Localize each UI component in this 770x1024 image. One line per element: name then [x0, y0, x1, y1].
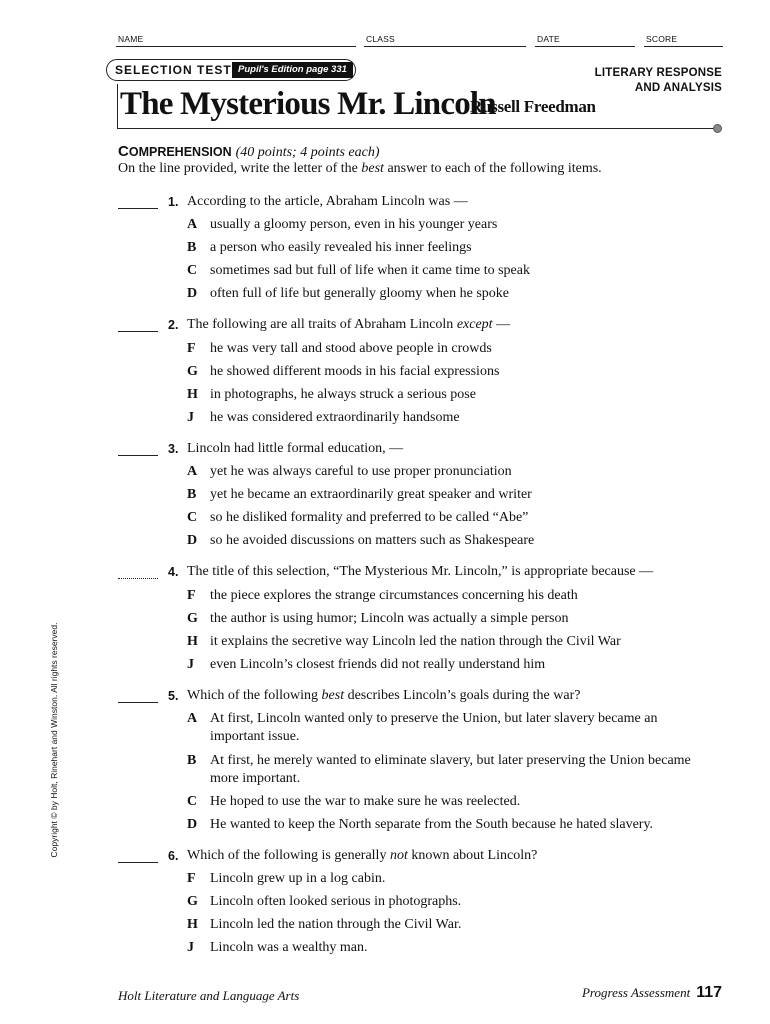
page-number: 117 — [696, 984, 722, 1001]
score-line[interactable] — [644, 46, 723, 47]
name-line[interactable] — [116, 46, 356, 47]
answer-blank[interactable] — [118, 331, 158, 332]
question-number: 5. — [168, 689, 179, 703]
answer-blank[interactable] — [118, 208, 158, 209]
question-stem: Lincoln had little formal education, — — [187, 441, 404, 456]
question-stem: Which of the following best describes Lincoln’s goals during the war? — [187, 688, 581, 703]
rule-end-dot — [713, 124, 722, 133]
answer-blank[interactable] — [118, 862, 158, 863]
question-stem: The title of this selection, “The Mysterious Mr. Lincoln,” is appropriate because — — [187, 564, 654, 579]
question-number: 4. — [168, 565, 179, 579]
question-number: 2. — [168, 318, 179, 332]
question-stem: According to the article, Abraham Lincoln was — — [187, 194, 468, 209]
question-number: 1. — [168, 195, 179, 209]
answer-blank[interactable] — [118, 578, 158, 579]
class-label: CLASS — [366, 34, 395, 44]
name-label: NAME — [118, 34, 144, 44]
title-rule-vertical — [117, 84, 118, 129]
score-label: SCORE — [646, 34, 678, 44]
question-stem: Which of the following is generally not known about Lincoln? — [187, 848, 538, 863]
question-number: 3. — [168, 442, 179, 456]
question-number: 6. — [168, 849, 179, 863]
date-line[interactable] — [535, 46, 635, 47]
footer-book-title: Holt Literature and Language Arts — [118, 988, 300, 1003]
author-name: Russell Freedman — [470, 97, 596, 116]
question-stem: The following are all traits of Abraham Lincoln except — — [187, 317, 511, 332]
date-label: DATE — [537, 34, 560, 44]
pupils-edition-tag: Pupil's Edition page 331 — [232, 62, 353, 78]
literary-response-label: LITERARY RESPONSE AND ANALYSIS — [594, 67, 722, 94]
footer-section: Progress Assessment 117 — [581, 984, 722, 1001]
class-line[interactable] — [364, 46, 526, 47]
page-title: The Mysterious Mr. Lincoln — [120, 86, 496, 122]
answer-blank[interactable] — [118, 455, 158, 456]
comprehension-heading: COMPREHENSION (40 points; 4 points each) — [118, 143, 380, 160]
instructions: On the line provided, write the letter of the best answer to each of the following items. — [118, 161, 602, 176]
title-rule-horizontal — [117, 128, 715, 129]
selection-test-label: SELECTION TEST — [115, 63, 232, 77]
answer-blank[interactable] — [118, 702, 158, 703]
